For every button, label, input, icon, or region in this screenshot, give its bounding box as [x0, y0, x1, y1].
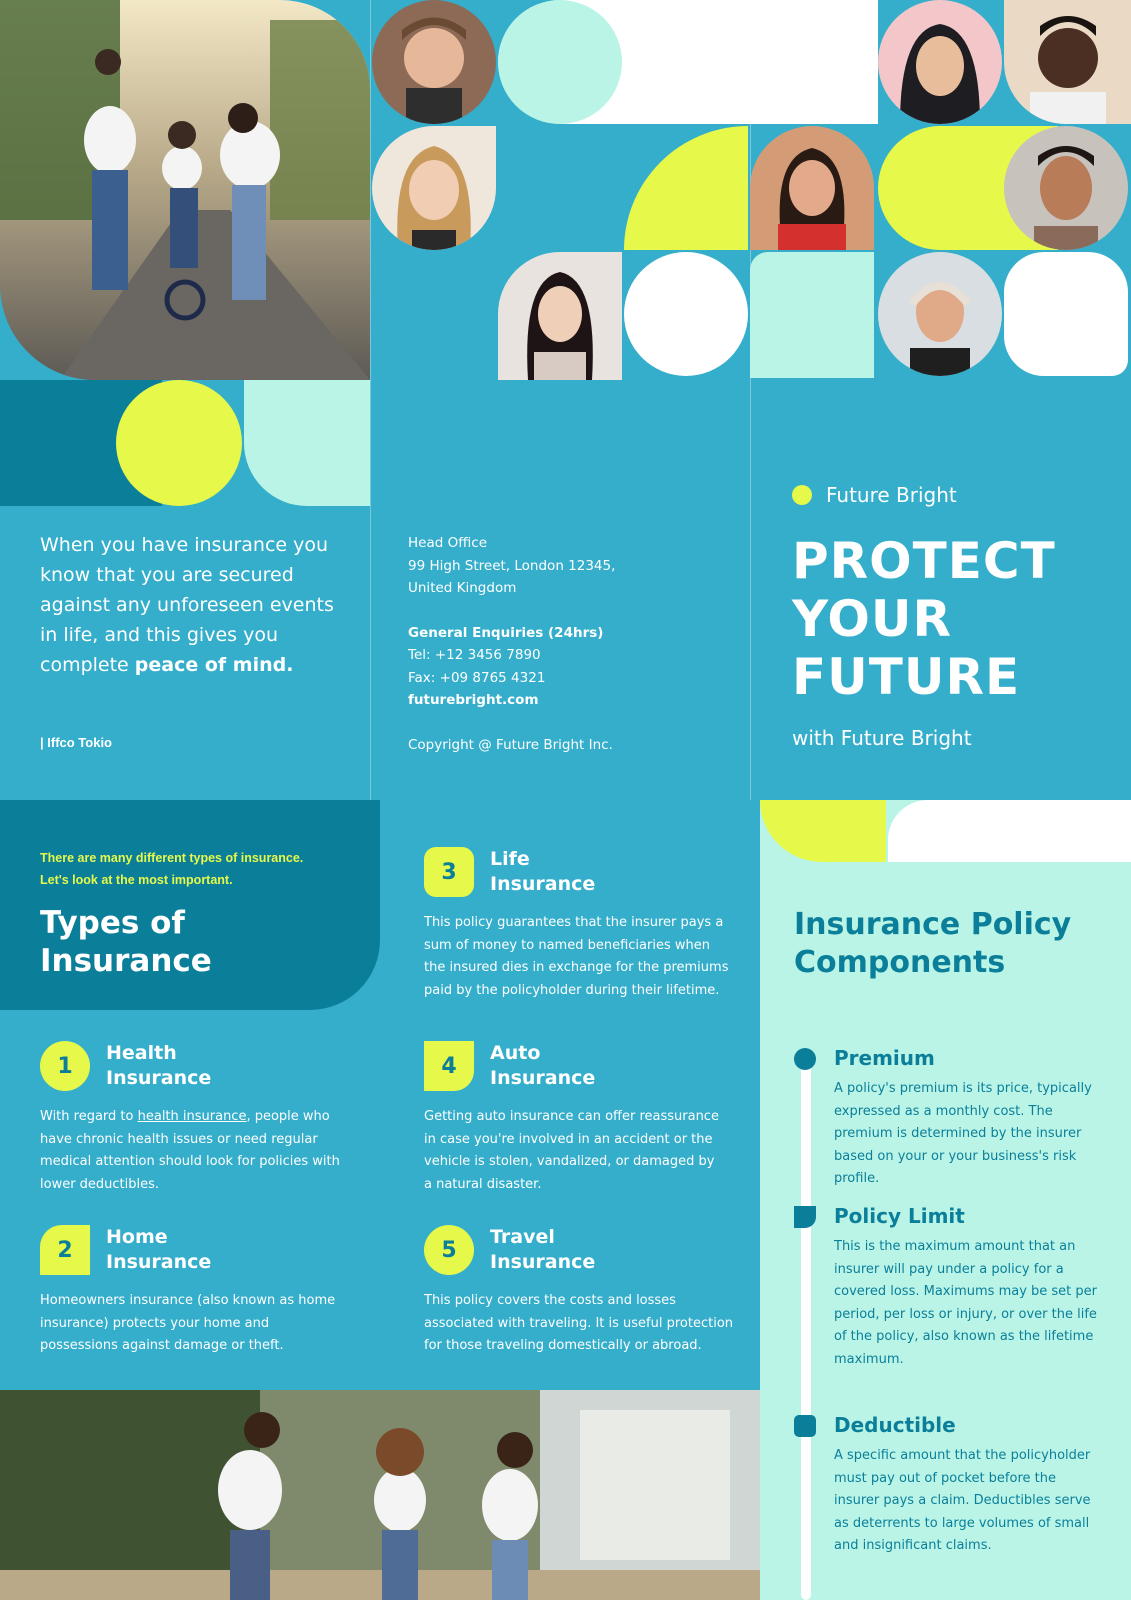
- brand-row: [792, 482, 957, 508]
- white-tab-decoration: [888, 800, 1131, 862]
- portrait-man-blond: [372, 0, 496, 124]
- insurance-title-line-2: Insurance: [490, 873, 596, 895]
- white-circle-decoration: [624, 252, 748, 376]
- address-line-2: United Kingdom: [408, 580, 517, 596]
- address-line-1: 99 High Street, London 12345,: [408, 557, 616, 574]
- insurance-desc-suffix: , people who have chronic health issues or need regular medical attention should look for policies with lower deductibles.: [40, 1109, 340, 1192]
- hero-title: [792, 532, 1122, 706]
- lime-quarter-decoration: [624, 126, 748, 250]
- insurance-item-health: [40, 1040, 340, 1196]
- website-link[interactable]: futurebright.com: [408, 692, 539, 708]
- contact-info: [408, 532, 728, 756]
- quote-text-body: When you have insurance you know that you are secured against any unforeseen events in life, and this gives you complete: [40, 534, 334, 676]
- component-title-deductible: Deductible: [834, 1413, 956, 1437]
- brand-dot-icon: [792, 485, 812, 505]
- family-bike-photo: [0, 0, 370, 380]
- number-badge-1: 1: [40, 1041, 90, 1091]
- insurance-title-line-2: Insurance: [106, 1251, 212, 1273]
- family-park-photo: [0, 1390, 760, 1600]
- quote-text: [40, 530, 340, 680]
- types-intro-line-2: Let's look at the most important.: [40, 873, 233, 887]
- portrait-man-smiling: [1004, 0, 1131, 124]
- quote-author: | Iffco Tokio: [40, 735, 113, 750]
- insurance-title-line-1: Home: [106, 1226, 168, 1248]
- insurance-title: [490, 847, 595, 897]
- insurance-desc: Homeowners insurance (also known as home insurance) protects your home and possessions against damage or theft.: [40, 1293, 336, 1353]
- insurance-title-line-2: Insurance: [490, 1251, 596, 1273]
- head-office-label: Head Office: [408, 535, 487, 551]
- fax: Fax: +09 8765 4321: [408, 669, 546, 686]
- mint-leaf-decoration: [244, 380, 370, 506]
- hero-title-line-2: YOUR: [792, 590, 953, 648]
- insurance-title: [106, 1041, 211, 1091]
- insurance-item-auto: [424, 1040, 724, 1196]
- white-rounded-decoration: [1004, 252, 1128, 376]
- types-title: [40, 904, 360, 980]
- types-title-line-2: Insurance: [40, 943, 212, 979]
- portrait-man-headphones: [878, 252, 1002, 376]
- insurance-desc: [40, 1106, 340, 1196]
- insurance-title-line-1: Life: [490, 848, 530, 870]
- insurance-desc: This policy covers the costs and losses associated with traveling. It is useful protection for those traveling domestically or abroad.: [424, 1293, 734, 1353]
- insurance-title-line-2: Insurance: [490, 1067, 596, 1089]
- insurance-item-home: [40, 1224, 340, 1358]
- number-badge-2: 2: [40, 1225, 90, 1275]
- hero-subtitle: with Future Bright: [792, 726, 972, 750]
- insurance-desc: Getting auto insurance can offer reassurance in case you're involved in an accident or the vehicle is stolen, vandalized, or damaged by a natural disaster.: [424, 1109, 719, 1192]
- types-title-line-1: Types of: [40, 905, 185, 941]
- types-intro-line-1: There are many different types of insurance.: [40, 851, 304, 865]
- policy-limit-marker-icon: [794, 1206, 816, 1228]
- types-intro: [40, 847, 370, 891]
- components-title-line-2: Components: [794, 945, 1006, 980]
- components-title-line-1: Insurance Policy: [794, 907, 1072, 942]
- portrait-woman-earrings: [498, 252, 622, 380]
- insurance-title: [490, 1041, 595, 1091]
- telephone: Tel: +12 3456 7890: [408, 647, 541, 663]
- lime-circle-decoration: [116, 380, 242, 506]
- insurance-desc-prefix: With regard to: [40, 1109, 138, 1124]
- number-badge-4: 4: [424, 1041, 474, 1091]
- insurance-title-line-1: Health: [106, 1042, 177, 1064]
- insurance-title: [490, 1225, 595, 1275]
- brand-name: Future Bright: [826, 483, 957, 507]
- quote-text-bold: peace of mind.: [134, 654, 294, 676]
- insurance-title-line-2: Insurance: [106, 1067, 212, 1089]
- hero-title-line-3: FUTURE: [792, 648, 1021, 706]
- health-insurance-link[interactable]: health insurance: [137, 1109, 247, 1124]
- hero-title-line-1: PROTECT: [792, 532, 1056, 590]
- component-title-policy-limit: Policy Limit: [834, 1204, 965, 1228]
- copyright: Copyright @ Future Bright Inc.: [408, 736, 613, 753]
- insurance-title-line-1: Travel: [490, 1226, 555, 1248]
- premium-marker-icon: [794, 1048, 816, 1070]
- portrait-woman-blonde: [372, 126, 496, 250]
- portrait-woman-covering-eye: [750, 126, 874, 250]
- enquiries-label: General Enquiries (24hrs): [408, 624, 604, 641]
- component-title-premium: Premium: [834, 1046, 935, 1070]
- deductible-marker-icon: [794, 1415, 816, 1437]
- insurance-title: [106, 1225, 211, 1275]
- panel-divider-1: [370, 0, 371, 800]
- portrait-man-beard: [1004, 126, 1128, 250]
- component-desc-premium: A policy's premium is its price, typically expressed as a monthly cost. The premium is determined by the insurer based on your or your business's risk profile.: [834, 1081, 1092, 1186]
- insurance-title-line-1: Auto: [490, 1042, 541, 1064]
- mint-circle-overlay: [498, 0, 622, 124]
- number-badge-3: 3: [424, 847, 474, 897]
- number-badge-5: 5: [424, 1225, 474, 1275]
- insurance-item-life: [424, 846, 734, 1002]
- component-desc-deductible: A specific amount that the policyholder must pay out of pocket before the insurer pays a claim. Deductibles serve as deterrents to large volumes of small and insignificant claims.: [834, 1448, 1091, 1553]
- insurance-desc: This policy guarantees that the insurer pays a sum of money to named beneficiaries when the insured dies in exchange for the premiums paid by the policyholder during their lifetime.: [424, 915, 729, 998]
- insurance-item-travel: [424, 1224, 734, 1358]
- timeline-line: [801, 1060, 811, 1600]
- mint-square-decoration: [750, 252, 874, 378]
- components-title: [794, 906, 1124, 982]
- portrait-woman-hijab: [878, 0, 1002, 124]
- component-desc-policy-limit: This is the maximum amount that an insurer will pay under a policy for a covered loss. Maximums may be set per period, per loss or injury, or over the life of the policy, also known as the lifetime maximum.: [834, 1239, 1098, 1367]
